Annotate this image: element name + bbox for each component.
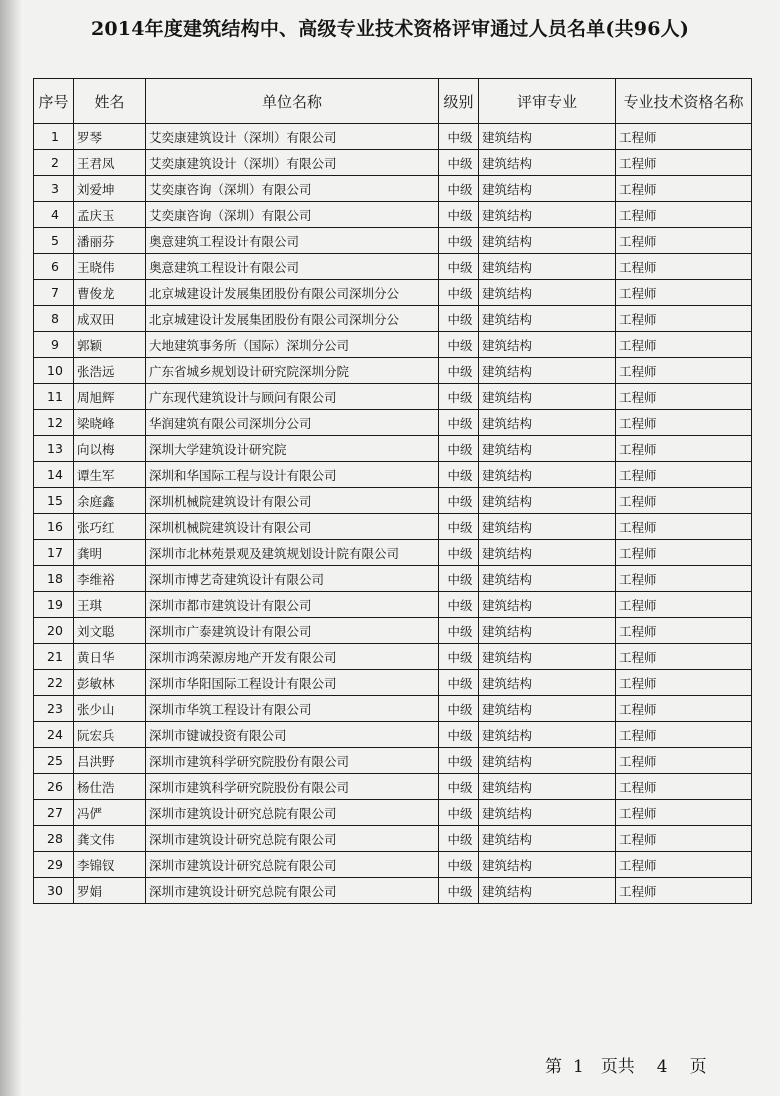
cell-no: 30 <box>34 878 74 904</box>
cell-level: 中级 <box>439 670 479 696</box>
cell-level: 中级 <box>439 514 479 540</box>
cell-major: 建筑结构 <box>479 176 616 202</box>
cell-unit: 深圳市建筑设计研究总院有限公司 <box>146 878 439 904</box>
cell-level: 中级 <box>439 644 479 670</box>
cell-level: 中级 <box>439 410 479 436</box>
table-row <box>34 644 752 670</box>
cell-major: 建筑结构 <box>479 488 616 514</box>
cell-title: 工程师 <box>616 748 752 774</box>
cell-major: 建筑结构 <box>479 332 616 358</box>
table-row <box>34 696 752 722</box>
table-row <box>34 670 752 696</box>
cell-name: 罗娟 <box>74 878 146 904</box>
cell-no: 1 <box>34 124 74 150</box>
cell-major: 建筑结构 <box>479 670 616 696</box>
cell-name: 周旭辉 <box>74 384 146 410</box>
cell-unit: 深圳市建筑设计研究总院有限公司 <box>146 826 439 852</box>
cell-no: 16 <box>34 514 74 540</box>
cell-unit: 深圳市建筑设计研究总院有限公司 <box>146 852 439 878</box>
cell-name: 龚明 <box>74 540 146 566</box>
cell-title: 工程师 <box>616 514 752 540</box>
cell-level: 中级 <box>439 254 479 280</box>
header-name: 姓名 <box>74 79 146 124</box>
cell-name: 吕洪野 <box>74 748 146 774</box>
cell-no: 12 <box>34 410 74 436</box>
cell-title: 工程师 <box>616 540 752 566</box>
cell-unit: 深圳机械院建筑设计有限公司 <box>146 488 439 514</box>
table-row <box>34 280 752 306</box>
cell-name: 谭生军 <box>74 462 146 488</box>
cell-major: 建筑结构 <box>479 462 616 488</box>
cell-level: 中级 <box>439 774 479 800</box>
cell-level: 中级 <box>439 852 479 878</box>
header-major: 评审专业 <box>479 79 616 124</box>
cell-name: 张浩远 <box>74 358 146 384</box>
cell-unit: 华润建筑有限公司深圳分公司 <box>146 410 439 436</box>
table-row <box>34 410 752 436</box>
table-row <box>34 124 752 150</box>
cell-name: 刘爱坤 <box>74 176 146 202</box>
cell-major: 建筑结构 <box>479 592 616 618</box>
cell-title: 工程师 <box>616 150 752 176</box>
table-row <box>34 774 752 800</box>
cell-unit: 奥意建筑工程设计有限公司 <box>146 254 439 280</box>
table-row <box>34 202 752 228</box>
table-row <box>34 878 752 904</box>
footer-suffix: 页 <box>689 1057 707 1077</box>
cell-title: 工程师 <box>616 618 752 644</box>
cell-level: 中级 <box>439 878 479 904</box>
cell-title: 工程师 <box>616 592 752 618</box>
cell-unit: 深圳和华国际工程与设计有限公司 <box>146 462 439 488</box>
table-row <box>34 358 752 384</box>
cell-title: 工程师 <box>616 722 752 748</box>
cell-name: 王琪 <box>74 592 146 618</box>
cell-no: 17 <box>34 540 74 566</box>
cell-no: 23 <box>34 696 74 722</box>
cell-level: 中级 <box>439 618 479 644</box>
cell-no: 28 <box>34 826 74 852</box>
cell-major: 建筑结构 <box>479 540 616 566</box>
cell-level: 中级 <box>439 748 479 774</box>
cell-name: 杨仕浩 <box>74 774 146 800</box>
cell-name: 冯俨 <box>74 800 146 826</box>
table-row <box>34 488 752 514</box>
cell-level: 中级 <box>439 202 479 228</box>
table-row <box>34 618 752 644</box>
cell-name: 潘丽芬 <box>74 228 146 254</box>
header-title: 专业技术资格名称 <box>616 79 752 124</box>
cell-no: 4 <box>34 202 74 228</box>
header-no: 序号 <box>34 79 74 124</box>
cell-major: 建筑结构 <box>479 722 616 748</box>
cell-name: 李锦钗 <box>74 852 146 878</box>
cell-no: 18 <box>34 566 74 592</box>
table-row <box>34 384 752 410</box>
cell-level: 中级 <box>439 696 479 722</box>
cell-level: 中级 <box>439 462 479 488</box>
table-header-row <box>34 79 752 124</box>
table-body <box>34 124 752 904</box>
footer-total-pages: 4 <box>656 1057 668 1077</box>
cell-level: 中级 <box>439 436 479 462</box>
cell-name: 王君凤 <box>74 150 146 176</box>
cell-title: 工程师 <box>616 566 752 592</box>
cell-title: 工程师 <box>616 358 752 384</box>
cell-no: 19 <box>34 592 74 618</box>
cell-unit: 深圳大学建筑设计研究院 <box>146 436 439 462</box>
table-row <box>34 566 752 592</box>
cell-no: 13 <box>34 436 74 462</box>
footer-prefix: 第 <box>545 1057 562 1077</box>
cell-major: 建筑结构 <box>479 306 616 332</box>
cell-name: 黄日华 <box>74 644 146 670</box>
cell-name: 曹俊龙 <box>74 280 146 306</box>
cell-major: 建筑结构 <box>479 748 616 774</box>
cell-major: 建筑结构 <box>479 774 616 800</box>
table-row <box>34 748 752 774</box>
cell-major: 建筑结构 <box>479 800 616 826</box>
cell-major: 建筑结构 <box>479 826 616 852</box>
cell-level: 中级 <box>439 124 479 150</box>
cell-name: 梁晓峰 <box>74 410 146 436</box>
cell-title: 工程师 <box>616 202 752 228</box>
cell-major: 建筑结构 <box>479 254 616 280</box>
table-row <box>34 332 752 358</box>
cell-level: 中级 <box>439 176 479 202</box>
cell-major: 建筑结构 <box>479 384 616 410</box>
document-title: 2014年度建筑结构中、高级专业技术资格评审通过人员名单(共96人) <box>90 18 690 40</box>
cell-name: 向以梅 <box>74 436 146 462</box>
table-row <box>34 150 752 176</box>
cell-major: 建筑结构 <box>479 852 616 878</box>
cell-no: 10 <box>34 358 74 384</box>
cell-no: 11 <box>34 384 74 410</box>
table-row <box>34 722 752 748</box>
cell-title: 工程师 <box>616 644 752 670</box>
cell-title: 工程师 <box>616 176 752 202</box>
cell-major: 建筑结构 <box>479 436 616 462</box>
cell-no: 9 <box>34 332 74 358</box>
cell-unit: 深圳市建筑科学研究院股份有限公司 <box>146 774 439 800</box>
cell-title: 工程师 <box>616 670 752 696</box>
cell-name: 成双田 <box>74 306 146 332</box>
cell-title: 工程师 <box>616 462 752 488</box>
cell-name: 阮宏兵 <box>74 722 146 748</box>
cell-no: 14 <box>34 462 74 488</box>
cell-unit: 深圳市鸿荣源房地产开发有限公司 <box>146 644 439 670</box>
cell-title: 工程师 <box>616 436 752 462</box>
cell-level: 中级 <box>439 384 479 410</box>
table-row <box>34 852 752 878</box>
cell-major: 建筑结构 <box>479 124 616 150</box>
cell-unit: 大地建筑事务所（国际）深圳分公司 <box>146 332 439 358</box>
roster-table <box>33 78 752 904</box>
cell-unit: 深圳市都市建筑设计有限公司 <box>146 592 439 618</box>
footer-middle: 页共 <box>600 1057 635 1077</box>
cell-major: 建筑结构 <box>479 566 616 592</box>
cell-level: 中级 <box>439 722 479 748</box>
cell-no: 2 <box>34 150 74 176</box>
cell-title: 工程师 <box>616 774 752 800</box>
cell-unit: 深圳市博艺奇建筑设计有限公司 <box>146 566 439 592</box>
cell-level: 中级 <box>439 540 479 566</box>
cell-major: 建筑结构 <box>479 202 616 228</box>
cell-name: 郭颖 <box>74 332 146 358</box>
cell-unit: 北京城建设计发展集团股份有限公司深圳分公 <box>146 306 439 332</box>
cell-unit: 深圳市北林苑景观及建筑规划设计院有限公司 <box>146 540 439 566</box>
cell-unit: 奥意建筑工程设计有限公司 <box>146 228 439 254</box>
cell-no: 6 <box>34 254 74 280</box>
cell-no: 15 <box>34 488 74 514</box>
cell-major: 建筑结构 <box>479 696 616 722</box>
cell-unit: 艾奕康咨询（深圳）有限公司 <box>146 176 439 202</box>
cell-major: 建筑结构 <box>479 878 616 904</box>
cell-level: 中级 <box>439 332 479 358</box>
cell-name: 罗琴 <box>74 124 146 150</box>
cell-level: 中级 <box>439 800 479 826</box>
cell-unit: 北京城建设计发展集团股份有限公司深圳分公 <box>146 280 439 306</box>
cell-level: 中级 <box>439 488 479 514</box>
page-footer <box>545 1052 707 1077</box>
cell-no: 27 <box>34 800 74 826</box>
cell-major: 建筑结构 <box>479 358 616 384</box>
cell-unit: 深圳市键诚投资有限公司 <box>146 722 439 748</box>
cell-major: 建筑结构 <box>479 410 616 436</box>
table-row <box>34 800 752 826</box>
cell-no: 21 <box>34 644 74 670</box>
cell-title: 工程师 <box>616 306 752 332</box>
cell-major: 建筑结构 <box>479 644 616 670</box>
cell-unit: 广东现代建筑设计与顾问有限公司 <box>146 384 439 410</box>
table-row <box>34 176 752 202</box>
cell-name: 王晓伟 <box>74 254 146 280</box>
cell-unit: 艾奕康建筑设计（深圳）有限公司 <box>146 124 439 150</box>
cell-title: 工程师 <box>616 280 752 306</box>
cell-level: 中级 <box>439 280 479 306</box>
cell-no: 25 <box>34 748 74 774</box>
table-row <box>34 540 752 566</box>
cell-no: 22 <box>34 670 74 696</box>
table-row <box>34 462 752 488</box>
cell-level: 中级 <box>439 566 479 592</box>
cell-level: 中级 <box>439 826 479 852</box>
table-row <box>34 436 752 462</box>
cell-unit: 深圳市华筑工程设计有限公司 <box>146 696 439 722</box>
table-row <box>34 826 752 852</box>
cell-name: 余庭鑫 <box>74 488 146 514</box>
cell-no: 5 <box>34 228 74 254</box>
cell-unit: 深圳市建筑科学研究院股份有限公司 <box>146 748 439 774</box>
cell-major: 建筑结构 <box>479 228 616 254</box>
cell-title: 工程师 <box>616 124 752 150</box>
cell-title: 工程师 <box>616 696 752 722</box>
cell-unit: 广东省城乡规划设计研究院深圳分院 <box>146 358 439 384</box>
cell-no: 20 <box>34 618 74 644</box>
cell-name: 张巧红 <box>74 514 146 540</box>
cell-unit: 深圳机械院建筑设计有限公司 <box>146 514 439 540</box>
table-row <box>34 514 752 540</box>
cell-title: 工程师 <box>616 488 752 514</box>
cell-title: 工程师 <box>616 852 752 878</box>
cell-level: 中级 <box>439 306 479 332</box>
cell-no: 26 <box>34 774 74 800</box>
cell-no: 3 <box>34 176 74 202</box>
table-row <box>34 306 752 332</box>
cell-level: 中级 <box>439 358 479 384</box>
cell-title: 工程师 <box>616 878 752 904</box>
cell-level: 中级 <box>439 228 479 254</box>
cell-title: 工程师 <box>616 410 752 436</box>
cell-major: 建筑结构 <box>479 150 616 176</box>
table-row <box>34 254 752 280</box>
cell-title: 工程师 <box>616 332 752 358</box>
cell-unit: 艾奕康咨询（深圳）有限公司 <box>146 202 439 228</box>
cell-title: 工程师 <box>616 228 752 254</box>
cell-name: 刘文聪 <box>74 618 146 644</box>
cell-level: 中级 <box>439 150 479 176</box>
cell-unit: 深圳市建筑设计研究总院有限公司 <box>146 800 439 826</box>
cell-level: 中级 <box>439 592 479 618</box>
cell-no: 8 <box>34 306 74 332</box>
cell-major: 建筑结构 <box>479 514 616 540</box>
header-unit: 单位名称 <box>146 79 439 124</box>
header-level: 级别 <box>439 79 479 124</box>
cell-major: 建筑结构 <box>479 280 616 306</box>
cell-no: 24 <box>34 722 74 748</box>
cell-title: 工程师 <box>616 826 752 852</box>
cell-title: 工程师 <box>616 800 752 826</box>
scan-shadow-edge <box>0 0 22 1096</box>
cell-unit: 深圳市广泰建筑设计有限公司 <box>146 618 439 644</box>
cell-unit: 艾奕康建筑设计（深圳）有限公司 <box>146 150 439 176</box>
cell-name: 孟庆玉 <box>74 202 146 228</box>
cell-title: 工程师 <box>616 254 752 280</box>
cell-name: 龚文伟 <box>74 826 146 852</box>
table-row <box>34 592 752 618</box>
cell-major: 建筑结构 <box>479 618 616 644</box>
cell-no: 7 <box>34 280 74 306</box>
cell-no: 29 <box>34 852 74 878</box>
footer-page-number: 1 <box>572 1057 584 1077</box>
table-row <box>34 228 752 254</box>
cell-name: 李维裕 <box>74 566 146 592</box>
cell-title: 工程师 <box>616 384 752 410</box>
cell-name: 彭敏林 <box>74 670 146 696</box>
cell-name: 张少山 <box>74 696 146 722</box>
cell-unit: 深圳市华阳国际工程设计有限公司 <box>146 670 439 696</box>
